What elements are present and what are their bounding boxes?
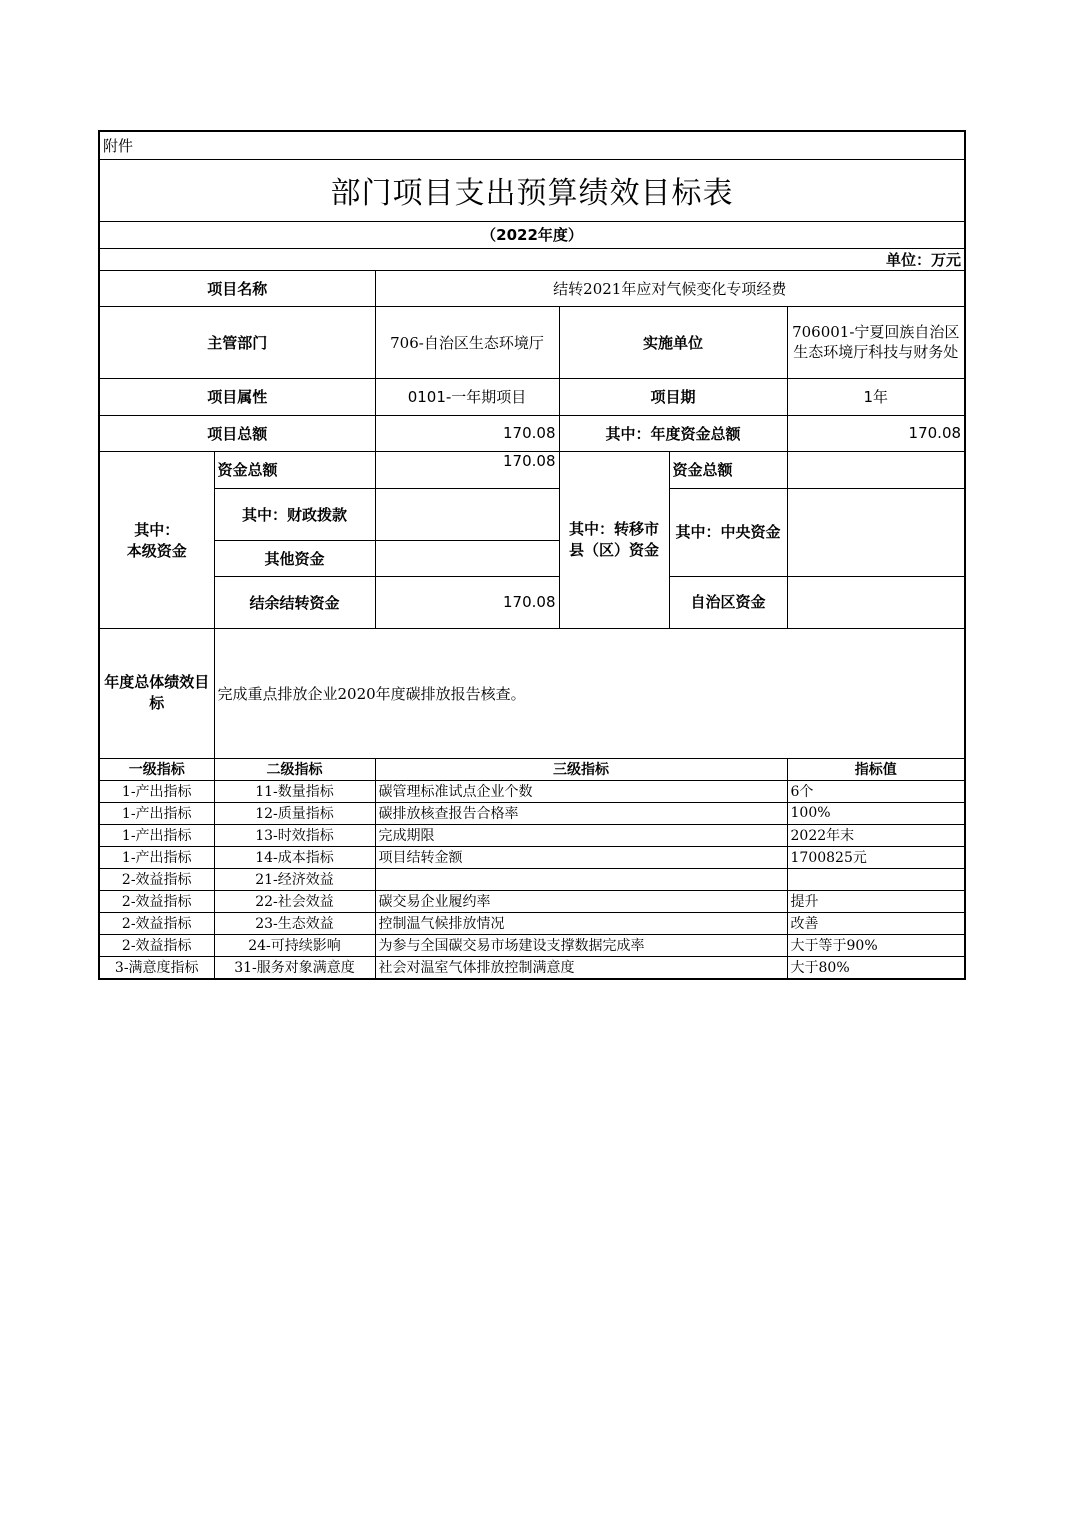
region-funds-label: 自治区资金 (669, 576, 787, 628)
level2-cell: 24-可持续影响 (214, 934, 375, 956)
value-cell (787, 868, 965, 890)
value-cell: 提升 (787, 890, 965, 912)
level3-cell: 碳排放核查报告合格率 (375, 802, 787, 824)
year-label: （2022年度） (99, 221, 965, 248)
budget-table (98, 130, 966, 980)
level2-cell: 12-质量指标 (214, 802, 375, 824)
goal-value: 完成重点排放企业2020年度碳排放报告核查。 (214, 628, 965, 758)
period-label: 项目期 (559, 378, 787, 415)
table-row (99, 956, 965, 979)
value-cell: 1700825元 (787, 846, 965, 868)
header-level2: 二级指标 (214, 758, 375, 780)
level2-cell: 31-服务对象满意度 (214, 956, 375, 979)
level3-cell: 控制温气候排放情况 (375, 912, 787, 934)
dept-value: 706-自治区生态环境厅 (375, 306, 559, 378)
other-value (375, 540, 559, 576)
header-value: 指标值 (787, 758, 965, 780)
table-row (99, 934, 965, 956)
period-value: 1年 (787, 378, 965, 415)
total-value: 170.08 (375, 415, 559, 451)
local-total-value: 170.08 (375, 451, 559, 488)
unit-label: 单位：万元 (99, 248, 965, 270)
indicator-rows (99, 780, 965, 979)
impl-label: 实施单位 (559, 306, 787, 378)
level1-cell: 2-效益指标 (99, 868, 214, 890)
transfer-total-label: 资金总额 (669, 451, 787, 488)
level3-cell: 项目结转金额 (375, 846, 787, 868)
transfer-funds-label: 其中：转移市县（区）资金 (559, 451, 669, 628)
level2-cell: 11-数量指标 (214, 780, 375, 802)
table-row (99, 890, 965, 912)
value-cell: 6个 (787, 780, 965, 802)
attr-value: 0101-一年期项目 (375, 378, 559, 415)
budget-sheet (98, 130, 964, 980)
central-funds-value (787, 488, 965, 576)
level3-cell: 碳交易企业履约率 (375, 890, 787, 912)
header-level1: 一级指标 (99, 758, 214, 780)
level1-cell: 1-产出指标 (99, 824, 214, 846)
carry-value: 170.08 (375, 576, 559, 628)
level3-cell: 社会对温室气体排放控制满意度 (375, 956, 787, 979)
project-name-value: 结转2021年应对气候变化专项经费 (375, 270, 965, 306)
level2-cell: 13-时效指标 (214, 824, 375, 846)
region-funds-value (787, 576, 965, 628)
local-funds-label-line1: 其中： (134, 520, 180, 539)
table-row (99, 780, 965, 802)
local-funds-label-line2: 本级资金 (126, 541, 187, 560)
table-row (99, 802, 965, 824)
level3-cell: 碳管理标准试点企业个数 (375, 780, 787, 802)
central-funds-label: 其中：中央资金 (669, 488, 787, 576)
transfer-total-value (787, 451, 965, 488)
level3-cell (375, 868, 787, 890)
level3-cell: 完成期限 (375, 824, 787, 846)
carry-label: 结余结转资金 (214, 576, 375, 628)
level2-cell: 21-经济效益 (214, 868, 375, 890)
other-label: 其他资金 (214, 540, 375, 576)
page-title: 部门项目支出预算绩效目标表 (99, 159, 965, 221)
annual-label: 其中：年度资金总额 (559, 415, 787, 451)
level1-cell: 2-效益指标 (99, 912, 214, 934)
level1-cell: 1-产出指标 (99, 802, 214, 824)
level2-cell: 22-社会效益 (214, 890, 375, 912)
value-cell: 大于等于90% (787, 934, 965, 956)
level2-cell: 14-成本指标 (214, 846, 375, 868)
value-cell: 100% (787, 802, 965, 824)
level1-cell: 1-产出指标 (99, 846, 214, 868)
attachment-label: 附件 (99, 131, 965, 159)
value-cell: 改善 (787, 912, 965, 934)
level1-cell: 1-产出指标 (99, 780, 214, 802)
goal-label: 年度总体绩效目标 (99, 628, 214, 758)
attr-label: 项目属性 (99, 378, 375, 415)
fiscal-value (375, 488, 559, 540)
level1-cell: 2-效益指标 (99, 934, 214, 956)
value-cell: 大于80% (787, 956, 965, 979)
level2-cell: 23-生态效益 (214, 912, 375, 934)
local-funds-label (99, 451, 214, 628)
level1-cell: 2-效益指标 (99, 890, 214, 912)
dept-label: 主管部门 (99, 306, 375, 378)
table-row (99, 868, 965, 890)
project-name-label: 项目名称 (99, 270, 375, 306)
table-row (99, 912, 965, 934)
level1-cell: 3-满意度指标 (99, 956, 214, 979)
level3-cell: 为参与全国碳交易市场建设支撑数据完成率 (375, 934, 787, 956)
total-label: 项目总额 (99, 415, 375, 451)
header-level3: 三级指标 (375, 758, 787, 780)
local-total-label: 资金总额 (214, 451, 375, 488)
fiscal-label: 其中：财政拨款 (214, 488, 375, 540)
annual-value: 170.08 (787, 415, 965, 451)
value-cell: 2022年末 (787, 824, 965, 846)
impl-value: 706001-宁夏回族自治区生态环境厅科技与财务处 (787, 306, 965, 378)
table-row (99, 824, 965, 846)
table-row (99, 846, 965, 868)
